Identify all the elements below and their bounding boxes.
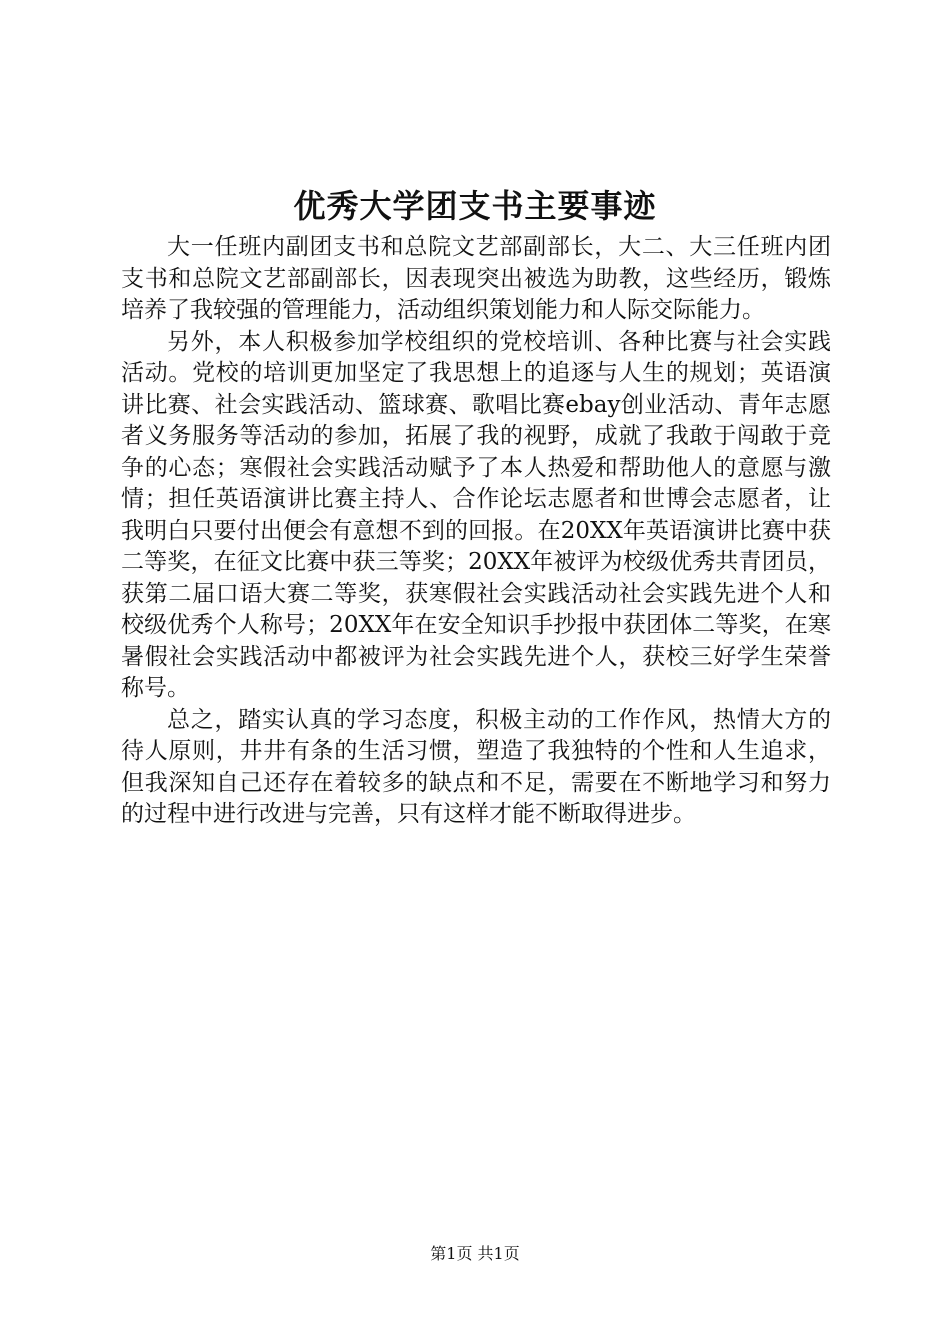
paragraph-1: 大一任班内副团支书和总院文艺部副部长，大二、大三任班内团支书和总院文艺部副部长，因表现突出被选为助教，这些经历，锻炼培养了我较强的管理能力，活动组织策划能力和人际交际能力。: [121, 234, 831, 323]
paragraph-2: 另外，本人积极参加学校组织的党校培训、各种比赛与社会实践活动。党校的培训更加坚定了我思想上的追逐与人生的规划；英语演讲比赛、社会实践活动、篮球赛、歌唱比赛ebay创业活动、青年志愿者义务服务等活动的参加，拓展了我的视野，成就了我敢于闯敢于竞争的心态；寒假社会实践活动赋予了本人热爱和帮助他人的意愿与激情；担任英语演讲比赛主持人、合作论坛志愿者和世博会志愿者，让我明白只要付出便会有意想不到的回报。在20XX年英语演讲比赛中获二等奖，在征文比赛中获三等奖；20XX年被评为校级优秀共青团员，获第二届口语大赛二等奖，获寒假社会实践活动社会实践先进个人和校级优秀个人称号；20XX年在安全知识手抄报中获团体二等奖，在寒暑假社会实践活动中都被评为社会实践先进个人，获校三好学生荣誉称号。: [121, 328, 831, 701]
paragraph-3: 总之，踏实认真的学习态度，积极主动的工作作风，热情大方的待人原则，井井有条的生活习惯，塑造了我独特的个性和人生追求，但我深知自己还存在着较多的缺点和不足，需要在不断地学习和努力的过程中进行改进与完善，只有这样才能不断取得进步。: [121, 706, 831, 827]
document-title: 优秀大学团支书主要事迹: [293, 187, 657, 225]
document-body: [121, 232, 831, 831]
page-footer: 第1页 共1页: [430, 1244, 520, 1263]
